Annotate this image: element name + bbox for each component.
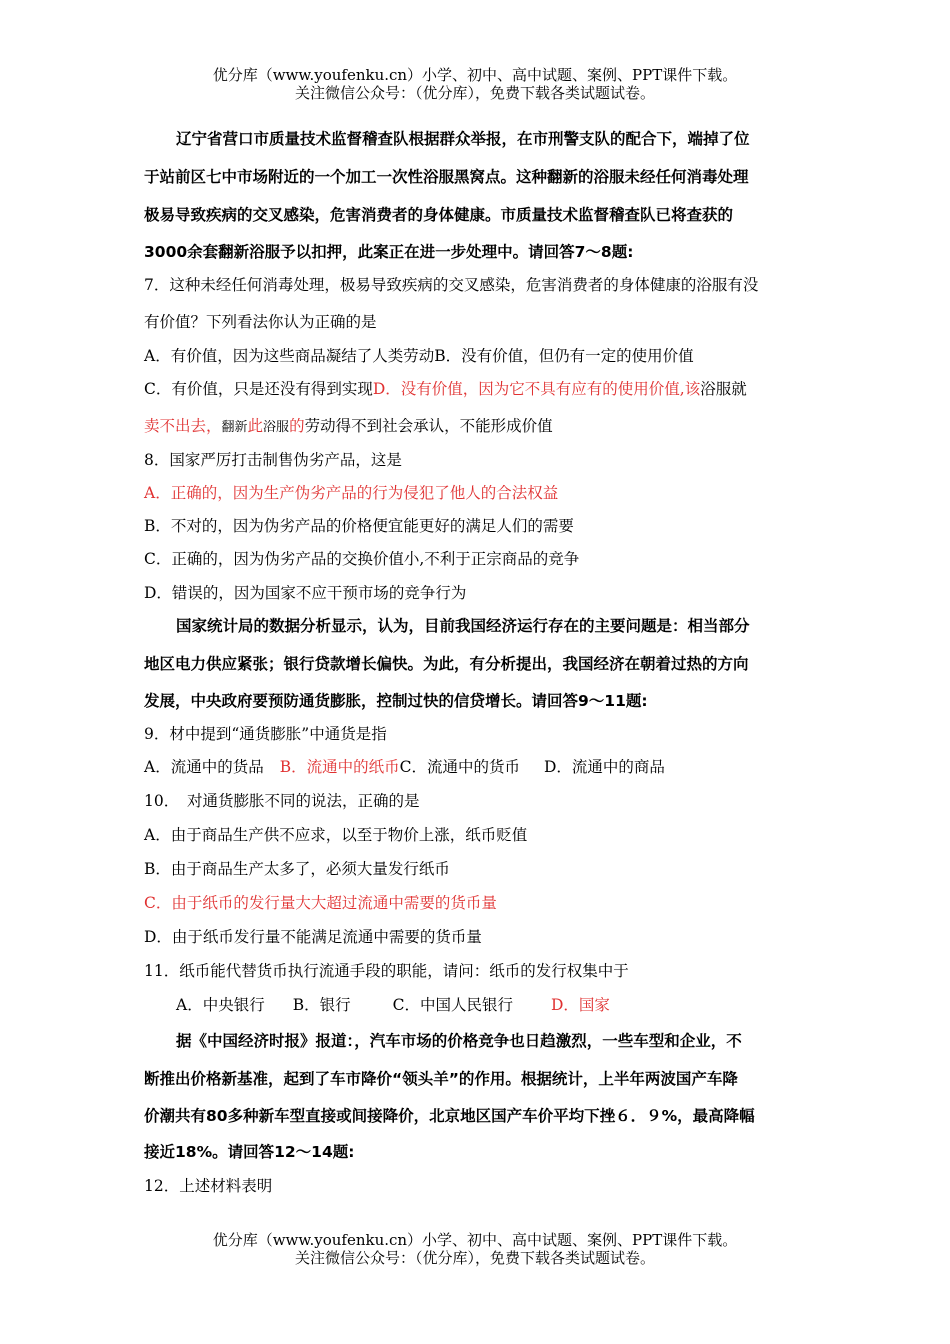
passage1-line-3: 极易导致疾病的交叉感染，危害消费者的身体健康。市质量技术监督稽查队已将查获的	[144, 206, 734, 224]
page-header	[0, 66, 950, 102]
q12-stem: 12．上述材料表明	[144, 1177, 273, 1195]
q8-stem: 8．国家严厉打击制售伪劣产品，这是	[144, 451, 402, 469]
q7-option-d-part8: 的	[289, 417, 305, 435]
q9-stem: 9．材中提到“通货膨胀”中通货是指	[144, 725, 387, 743]
q7-option-d-part3: 浴服就	[700, 380, 747, 398]
header-line-2: 关注微信公众号：（优分库），免费下载各类试题试卷。	[294, 84, 655, 102]
q9-option-a: A．流通中的货品	[144, 758, 264, 776]
passage2-line-3: 发展，中央政府要预防通货膨胀，控制过快的信贷增长。请回答9～11题:	[144, 692, 648, 710]
q10-option-b: B．由于商品生产太多了，必须大量发行纸币	[144, 860, 450, 878]
passage1-line-1: 辽宁省营口市质量技术监督稽查队根据群众举报，在市刑警支队的配合下，端掉了位	[176, 130, 750, 148]
q7-option-d-part2: 该	[684, 380, 701, 398]
q8-option-b: B．不对的，因为伪劣产品的价格便宜能更好的满足人们的需要	[144, 517, 574, 535]
q10-stem: 10． 对通货膨胀不同的说法，正确的是	[144, 792, 420, 810]
q10-option-d: D．由于纸币发行量不能满足流通中需要的货币量	[144, 928, 482, 946]
passage2-line-1: 国家统计局的数据分析显示，认为，目前我国经济运行存在的主要问题是：相当部分	[176, 617, 750, 635]
page-footer	[0, 1231, 950, 1267]
q7-option-d-part7: 浴服	[263, 420, 290, 435]
q11-option-b: B．银行	[292, 996, 351, 1014]
q9-option-c: C．流通中的货币	[399, 758, 520, 776]
q7-option-d-part4: 卖不出去，	[144, 417, 222, 435]
q7-stem-line-1: 7．这种未经任何消毒处理，极易导致疾病的交叉感染，危害消费者的身体健康的浴服有没	[144, 276, 759, 294]
q10-option-c: C．由于纸币的发行量大大超过流通中需要的货币量	[144, 894, 497, 912]
passage3-line-1: 据《中国经济时报》报道：，汽车市场的价格竞争也日趋激烈，一些车型和企业，不	[176, 1032, 742, 1050]
q7-options-ab: A．有价值，因为这些商品凝结了人类劳动B．没有价值，但仍有一定的使用价值	[144, 347, 694, 365]
q9-option-b: B．流通中的纸币	[279, 758, 400, 776]
q7-option-d-continued	[144, 414, 553, 436]
q11-option-d: D．国家	[550, 996, 610, 1014]
q11-option-c: C．中国人民银行	[392, 996, 513, 1014]
passage3-line-3: 价潮共有80多种新车型直接或间接降价，北京地区国产车价平均下挫６．９%，最高降幅	[144, 1107, 755, 1125]
q7-option-d-part9: 劳动得不到社会承认，不能形成价值	[304, 417, 553, 435]
q7-option-d-part1: D．没有价值，因为它不具有应有的使用价值,	[372, 380, 685, 398]
q7-option-c: C．有价值，只是还没有得到实现	[144, 380, 373, 398]
q7-options-cd	[144, 377, 747, 399]
q8-option-a: A．正确的，因为生产伪劣产品的行为侵犯了他人的合法权益	[144, 484, 559, 502]
q11-options	[176, 993, 610, 1015]
q10-option-a: A．由于商品生产供不应求，以至于物价上涨，纸币贬值	[144, 826, 528, 844]
q7-option-d-part6: 此	[247, 417, 264, 435]
passage1-line-4: 3000余套翻新浴服予以扣押，此案正在进一步处理中。请回答7～8题:	[144, 243, 634, 261]
q8-option-d: D．错误的，因为国家不应干预市场的竞争行为	[144, 584, 467, 602]
passage3-line-2: 断推出价格新基准，起到了车市降价“领头羊”的作用。根据统计，上半年两波国产车降	[144, 1070, 738, 1088]
q8-option-c: C．正确的，因为伪劣产品的交换价值小,不利于正宗商品的竞争	[144, 550, 580, 568]
footer-line-2: 关注微信公众号：（优分库），免费下载各类试题试卷。	[294, 1249, 655, 1267]
q9-option-d: D．流通中的商品	[543, 758, 665, 776]
q9-options	[144, 755, 665, 777]
passage1-line-2: 于站前区七中市场附近的一个加工一次性浴服黑窝点。这种翻新的浴服未经任何消毒处理	[144, 168, 749, 186]
q7-stem-line-2: 有价值？下列看法你认为正确的是	[144, 313, 377, 331]
footer-line-1: 优分库（www.youfenku.cn）小学、初中、高中试题、案例、PPT课件下载。	[212, 1231, 738, 1249]
q7-option-d-part5: 翻新	[221, 420, 248, 435]
passage2-line-2: 地区电力供应紧张；银行贷款增长偏快。为此，有分析提出，我国经济在朝着过热的方向	[144, 655, 749, 673]
q11-stem: 11．纸币能代替货币执行流通手段的职能，请问：纸币的发行权集中于	[144, 962, 629, 980]
header-line-1: 优分库（www.youfenku.cn）小学、初中、高中试题、案例、PPT课件下载。	[212, 66, 738, 84]
passage3-line-4: 接近18%。请回答12～14题:	[144, 1143, 355, 1161]
q11-option-a: A．中央银行	[176, 996, 265, 1014]
